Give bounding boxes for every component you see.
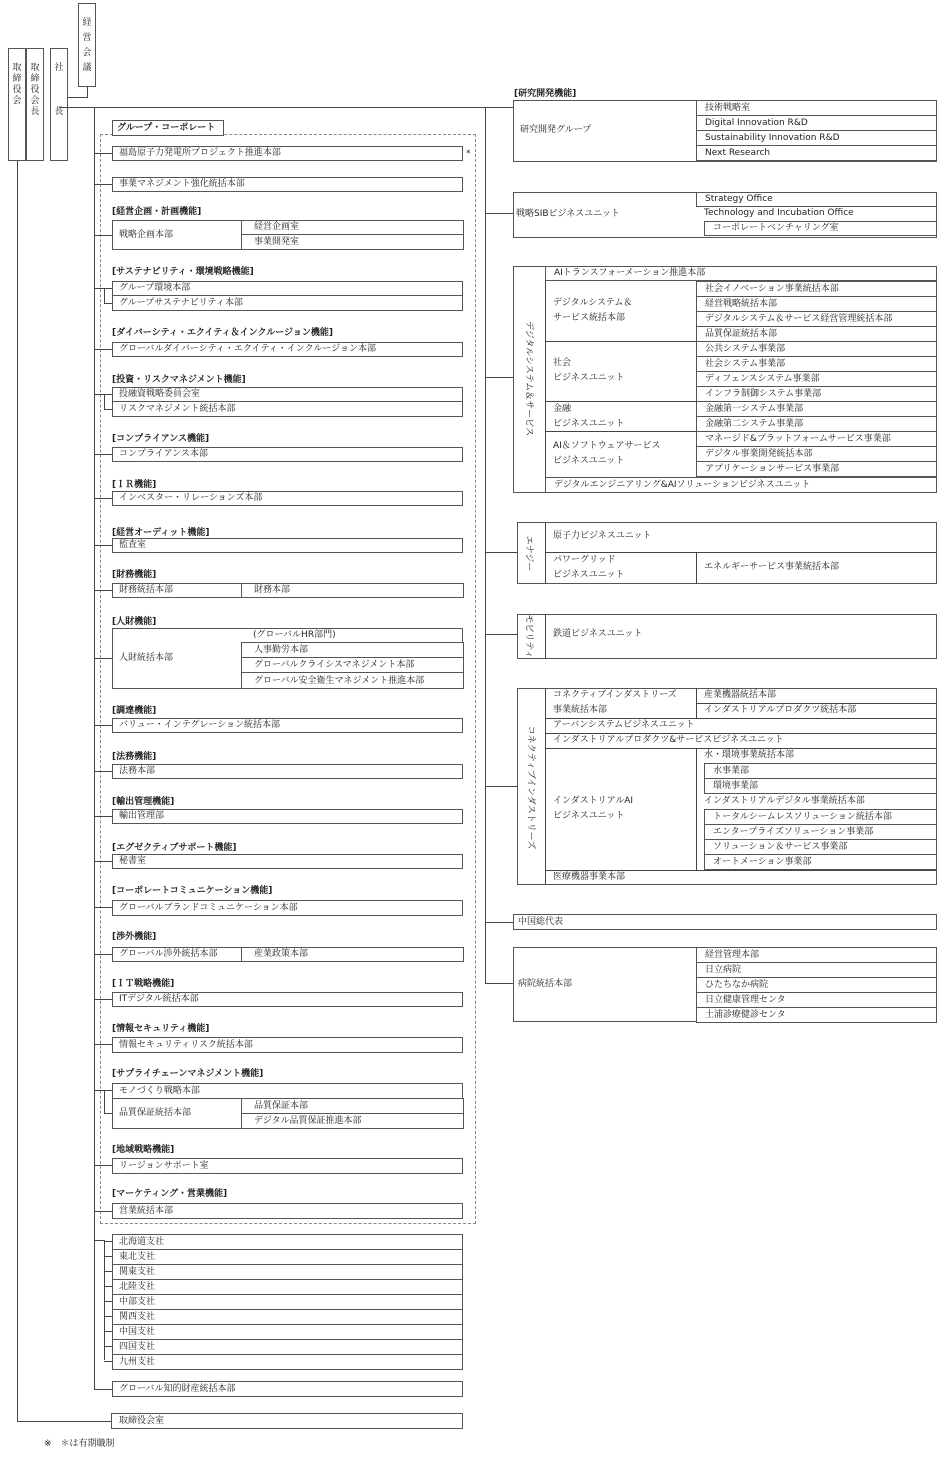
qa2-label: デジタル品質保証推進本部 (254, 1116, 362, 1126)
lawh-label: 法務本部 (119, 766, 156, 776)
c-h4 (94, 288, 112, 289)
fin2-cell (241, 583, 464, 598)
ait-label: AIトランスフォーメーション推進本部 (554, 268, 706, 278)
plan-box (112, 220, 463, 250)
branch-tick-8 (104, 1361, 112, 1362)
r-ds (485, 377, 514, 378)
sec-exec: [エグゼクティブサポート機能] (112, 843, 237, 853)
hr3-label: グローバルクライシスマネジメント本部 (254, 660, 415, 670)
soc-item-0-label: 公共システム事業部 (705, 344, 786, 354)
chair-label: 取締役会長 (30, 63, 40, 117)
branch-3-label: 北陸支社 (119, 1282, 156, 1292)
sib-item-0-label: Strategy Office (705, 194, 773, 204)
ai-item-0-cell (696, 431, 937, 447)
nuclear-label: 原子力ビジネスユニット (553, 531, 652, 541)
branch-8-cell (112, 1354, 463, 1370)
r-top (485, 107, 514, 108)
c-h19 (94, 1044, 112, 1045)
c-h8 (94, 498, 112, 499)
pg-item-label: エネルギーサービス事業統括本部 (704, 562, 840, 572)
hosp-item-0-cell (696, 947, 937, 963)
r-china (485, 922, 514, 923)
pg-divider (696, 552, 697, 584)
rd-item-0-label: 技術戦略室 (705, 103, 751, 113)
water1-cell (704, 763, 937, 779)
hosp-item-3-cell (696, 992, 937, 1008)
hosp-item-1-cell (696, 962, 937, 978)
branch-tick-3 (104, 1286, 112, 1287)
branch-1-cell (112, 1249, 463, 1265)
board-box (8, 48, 26, 161)
exp-label: 輸出管理部 (119, 811, 165, 821)
sib-name: 戦略SIBビジネスユニット (516, 209, 620, 219)
riskm-label: リスクマネジメント統括本部 (119, 404, 236, 414)
footnote: ※ ＊は有期職制 (44, 1439, 115, 1449)
c-h14 (94, 816, 112, 817)
c-h18 (94, 999, 112, 1000)
sec-proc: [調達機能] (112, 706, 157, 716)
ext-box (112, 947, 463, 962)
c-h6b (104, 409, 112, 410)
idig1-label: トータルシームレスソリューション統括本部 (713, 812, 892, 822)
dss-item-2-cell (696, 311, 937, 327)
fukushima-box (112, 146, 463, 161)
branch-8-label: 九州支社 (119, 1357, 156, 1367)
hosp-item-2-label: ひたちなか病院 (705, 980, 769, 990)
compl-label: コンプライアンス本部 (119, 449, 208, 459)
branch-3-cell (112, 1279, 463, 1295)
r-sib (485, 213, 514, 214)
dsfin-label-b: ビジネスユニット (553, 419, 625, 429)
compl-box (112, 447, 463, 462)
secretary-box (112, 854, 463, 869)
secretary-label: 秘書室 (119, 856, 147, 866)
sib-sub-label: コーポレートベンチャリング室 (713, 223, 839, 233)
rd-item-3-cell (696, 145, 937, 161)
strat1-label: 経営企画室 (254, 222, 300, 232)
dss-label-b: サービス統括本部 (553, 313, 626, 323)
sec-dei: [ダイバーシティ・エクイティ＆インクルージョン機能] (112, 328, 333, 338)
board-line (17, 161, 18, 1421)
branch-7-label: 四国支社 (119, 1342, 156, 1352)
hosp-item-2-cell (696, 977, 937, 993)
soc-item-2-label: ディフェンスシステム事業部 (705, 374, 820, 384)
branch-0-cell (112, 1234, 463, 1250)
fin2-label: 財務本部 (254, 585, 291, 595)
sec-hr: [人財機能] (112, 617, 157, 627)
strat2-cell (241, 234, 464, 250)
dss-item-1-cell (696, 296, 937, 312)
mono-box (112, 1083, 463, 1099)
dsfin-item-0-label: 金融第一システム事業部 (705, 404, 804, 414)
cih-item-0: 産業機器統括本部 (704, 690, 777, 700)
policy-cell (241, 947, 464, 962)
idig-label: インダストリアルデジタル事業統括本部 (704, 796, 865, 806)
hr4-cell (241, 672, 464, 689)
auditr-label: 監査室 (119, 540, 147, 550)
finh-label: 財務統括本部 (119, 585, 174, 595)
board-label: 取締役会 (12, 63, 22, 106)
ipsbu-label: インダストリアルプロダクツ&サービスビジネスユニット (553, 735, 784, 745)
value-box (112, 718, 463, 733)
branch-tick-5 (104, 1316, 112, 1317)
mgmt-h (68, 97, 88, 98)
investor-label: インベスター・リレーションズ本部 (119, 493, 263, 503)
c-h21 (94, 1165, 112, 1166)
qa1-cell (241, 1098, 464, 1114)
idig3-label: ソリューション＆サービス事業部 (713, 842, 848, 852)
sib-item-1-label: Technology and Incubation Office (704, 208, 854, 218)
c-h5 (94, 349, 112, 350)
qa-box (112, 1098, 463, 1129)
branch-6-cell (112, 1324, 463, 1340)
rd-item-1-label: Digital Innovation R&D (705, 118, 808, 128)
c-h1 (94, 153, 112, 154)
water2-label: 環境事業部 (713, 781, 759, 791)
dss-label-a: デジタルシステム＆ (553, 298, 633, 308)
hr-box (112, 628, 463, 689)
gdei-box (112, 342, 463, 357)
strat2-label: 事業開発室 (254, 237, 300, 247)
c-h20b (104, 1113, 112, 1114)
sec-mkt: [マーケティング・営業機能] (112, 1189, 228, 1199)
branch-tick-1 (104, 1256, 112, 1257)
mgmt-label: 経営会議 (82, 18, 92, 73)
branch-tick-6 (104, 1331, 112, 1332)
c-h7 (94, 454, 112, 455)
rd-item-2-cell (696, 130, 937, 146)
cih-label-b: 事業統括本部 (553, 705, 608, 715)
brand-label: グローバルブランドコミュニケーション本部 (119, 903, 298, 913)
ai-label-b: ビジネスユニット (553, 456, 625, 466)
hosp-name: 病院統括本部 (518, 979, 573, 989)
branch-5-label: 関西支社 (119, 1312, 156, 1322)
gsust-box (112, 295, 463, 311)
idig2-label: エンタープライズソリューション事業部 (713, 827, 874, 837)
board-h (17, 1421, 111, 1422)
sib-sub (704, 221, 937, 236)
iai-label-b: ビジネスユニット (553, 811, 625, 821)
c-h16 (94, 907, 112, 908)
ds-sector: デジタルシステム＆サービス (523, 320, 534, 437)
sec-ir: [ＩＲ機能] (112, 480, 157, 490)
dss-item-2-label: デジタルシステム＆サービス経営管理統括本部 (705, 314, 893, 324)
rd-group: 研究開発グループ (520, 125, 592, 135)
isec-label: 情報セキュリティリスク統括本部 (119, 1040, 253, 1050)
sec-export: [輸出管理機能] (112, 797, 175, 807)
r-hosp (485, 983, 514, 984)
riskm-box (112, 401, 463, 417)
hrh-label: 人財統括本部 (119, 653, 174, 663)
fin-box (112, 583, 463, 598)
branch-h (94, 1240, 104, 1241)
soc-item-3-cell (696, 386, 937, 402)
itdig-box (112, 992, 463, 1007)
ci-sector: コネクティブインダストリーズ (525, 725, 536, 850)
branch-tick-0 (104, 1241, 112, 1242)
soc-label-a: 社会 (553, 358, 572, 368)
sec-ext: [渉外機能] (112, 932, 157, 942)
r-ci (485, 786, 517, 787)
branch-6-label: 中国支社 (119, 1327, 156, 1337)
ip-label: グローバル知的財産統括本部 (119, 1384, 236, 1394)
c-h11 (94, 658, 112, 659)
branch-tick-7 (104, 1346, 112, 1347)
boardoffice-box (111, 1413, 463, 1429)
china-label: 中国総代表 (518, 917, 564, 927)
c-h12 (94, 725, 112, 726)
env-box (112, 281, 463, 296)
ai-item-1-label: デジタル事業開発統括本部 (705, 449, 813, 459)
branch-4-label: 中部支社 (119, 1297, 156, 1307)
ai-item-2-label: アプリケーションサービス事業部 (705, 464, 840, 474)
idig2-cell (704, 824, 937, 840)
mgmt-box (78, 3, 96, 87)
hr4-label: グローバル安全衛生マネジメント推進本部 (254, 676, 425, 686)
bizmgmt-label: 事業マネジメント強化統括本部 (119, 179, 245, 189)
gdei-label: グローバルダイバーシティ・エクイティ・インクルージョン本部 (119, 344, 376, 354)
sib-item-0 (696, 192, 937, 207)
c-h15 (94, 861, 112, 862)
value-label: バリュー・インテグレーション統括本部 (119, 720, 281, 730)
cih-label-a: コネクティブインダストリーズ (553, 690, 677, 700)
rd-item-2-label: Sustainability Innovation R&D (705, 133, 840, 143)
soc-item-1-cell (696, 356, 937, 372)
branch-v (104, 1240, 105, 1360)
sec-plan: [経営企画・計画機能] (112, 207, 202, 217)
qa2-cell (241, 1113, 464, 1129)
c-h3 (94, 235, 112, 236)
branch-1-label: 東北支社 (119, 1252, 156, 1262)
deai-label: デジタルエンジニアリング&AIソリューションビジネスユニット (554, 480, 811, 490)
rd-item-1-cell (696, 115, 937, 131)
hr2-cell (241, 642, 464, 658)
c-h23 (94, 1389, 112, 1390)
soc-item-2-cell (696, 371, 937, 387)
ai-item-0-label: マネージド&プラットフォームサービス事業部 (705, 434, 891, 444)
pg-label-b: ビジネスユニット (553, 570, 625, 580)
hosp-item-4-cell (696, 1007, 937, 1023)
regsup-label: リージョンサポート室 (119, 1161, 209, 1171)
mob-divider (545, 614, 546, 659)
iai-div (696, 748, 697, 870)
dsfin-item-1-cell (696, 416, 937, 432)
soc-label-b: ビジネスユニット (553, 373, 625, 383)
sec-sust: [サステナビリティ・環境戦略機能] (112, 267, 254, 277)
en-divider (545, 522, 546, 584)
policy-label: 産業政策本部 (254, 949, 309, 959)
c-v6 (104, 394, 105, 409)
c-h22 (94, 1211, 112, 1212)
sec-comp: [コンプライアンス機能] (112, 434, 210, 444)
qa-label: 品質保証統括本部 (119, 1108, 192, 1118)
soc-item-0-cell (696, 341, 937, 357)
itdig-label: ITデジタル統括本部 (119, 994, 199, 1004)
china-box (513, 914, 937, 930)
hr1-label: (グローバルHR部門) (253, 630, 336, 640)
investor-box (112, 491, 463, 506)
idig4-cell (704, 854, 937, 870)
branch-5-cell (112, 1309, 463, 1325)
hr2-label: 人事勤労本部 (254, 645, 309, 655)
dss-item-3-cell (696, 326, 937, 342)
isec-box (112, 1037, 463, 1053)
dss-item-0-cell (696, 281, 937, 297)
ds-divider (545, 266, 546, 493)
mgmt-line (87, 87, 88, 97)
fukushima-label: 福島原子力発電所プロジェクト推進本部 (119, 148, 281, 158)
dss-item-1-label: 経営戦略統括本部 (705, 299, 778, 309)
c-v20 (104, 1090, 105, 1113)
gext-label: グローバル渉外統括本部 (119, 949, 218, 959)
c-h2 (94, 184, 112, 185)
branch-2-label: 関東支社 (119, 1267, 156, 1277)
hosp-item-1-label: 日立病院 (705, 965, 742, 975)
sec-risk: [投資・リスクマネジメント機能] (112, 375, 246, 385)
sales-label: 営業統括本部 (119, 1206, 174, 1216)
mono-label: モノづくり戦略本部 (119, 1086, 200, 1096)
urban-label: アーバンシステムビジネスユニット (553, 720, 695, 730)
rail-label: 鉄道ビジネスユニット (553, 629, 643, 639)
ai-item-2-cell (696, 461, 937, 477)
regsup-box (112, 1158, 463, 1174)
r-mob (485, 634, 517, 635)
idig1-cell (704, 809, 937, 825)
branch-tick-4 (104, 1301, 112, 1302)
sec-comm: [コーポレートコミュニケーション機能] (112, 886, 273, 896)
sec-legal: [法務機能] (112, 752, 157, 762)
pg-label-a: パワーグリッド (553, 555, 616, 565)
dsfin-label-a: 金融 (553, 404, 572, 414)
branch-4-cell (112, 1294, 463, 1310)
dsfin-item-1-label: 金融第二システム事業部 (705, 419, 804, 429)
cih-item-1: インダストリアルプロダクツ統括本部 (704, 705, 857, 715)
sec-audit: [経営オーディット機能] (112, 528, 210, 538)
idig3-cell (704, 839, 937, 855)
hosp-item-4-label: 土浦診療健診センタ (705, 1010, 786, 1020)
bizmgmt-box (112, 177, 463, 192)
med-label: 医療機器事業本部 (553, 872, 626, 882)
strat1-cell (241, 220, 464, 235)
exp-box (112, 809, 463, 824)
sales-box (112, 1203, 463, 1219)
branch-0-label: 北海道支社 (119, 1237, 165, 1247)
rd-item-0-cell (696, 100, 937, 116)
c-h17 (94, 954, 112, 955)
water2-cell (704, 778, 937, 794)
sec-it: [ＩＴ戦略機能] (112, 979, 175, 989)
sec-sec: [情報セキュリティ機能] (112, 1024, 210, 1034)
water1-label: 水事業部 (713, 766, 750, 776)
mob-sector: モビリティ (523, 614, 534, 659)
c-v4 (104, 288, 105, 303)
branch-2-cell (112, 1264, 463, 1280)
chair-box (26, 48, 44, 161)
c-h20 (94, 1090, 112, 1091)
right-spine (485, 107, 486, 983)
lawh-box (112, 764, 463, 779)
hosp-item-0-label: 経営管理本部 (705, 950, 760, 960)
boardoffice-label: 取締役会室 (119, 1416, 165, 1426)
pres-down (94, 107, 95, 1390)
president-box (50, 48, 68, 161)
exec-line (59, 107, 514, 108)
soc-item-1-label: 社会システム事業部 (705, 359, 786, 369)
corporate-title-text: グループ・コーポレート (117, 123, 216, 133)
rd-label: [研究開発機能] (514, 89, 577, 99)
branch-7-cell (112, 1339, 463, 1355)
c-h9 (94, 545, 112, 546)
c-h13 (94, 771, 112, 772)
president-label-2: 長 (54, 107, 64, 117)
ai-item-1-cell (696, 446, 937, 462)
hosp-item-3-label: 日立健康管理センタ (705, 995, 786, 1005)
r-en (485, 552, 517, 553)
water-label: 水・環境事業統括本部 (704, 750, 795, 760)
dss-item-0-label: 社会イノベーション事業統括本部 (705, 284, 839, 294)
fukushima-star: * (466, 149, 471, 159)
gsust-label: グループサステナビリティ本部 (119, 298, 243, 308)
c-h4b (104, 303, 112, 304)
energy-sector: エナジー (523, 535, 534, 572)
iai-label-a: インダストリアルAI (553, 796, 634, 806)
sec-scm: [サプライチェーンマネジメント機能] (112, 1069, 264, 1079)
dss-item-3-label: 品質保証統括本部 (705, 329, 778, 339)
en-sep (545, 552, 937, 553)
sec-region: [地域戦略機能] (112, 1145, 175, 1155)
idig4-label: オートメーション事業部 (713, 857, 812, 867)
ip-box (112, 1381, 463, 1397)
auditr-box (112, 538, 463, 553)
soc-item-3-label: インフラ制御システム事業部 (705, 389, 822, 399)
president-label-1: 社 (54, 63, 64, 73)
env-label: グループ環境本部 (119, 283, 191, 293)
qa1-label: 品質保証本部 (254, 1101, 309, 1111)
c-h10 (94, 590, 112, 591)
brand-box (112, 900, 463, 916)
rd-item-3-label: Next Research (705, 148, 771, 158)
c-h6 (94, 394, 112, 395)
sec-fin: [財務機能] (112, 570, 157, 580)
ai-label-a: AI＆ソフトウェアサービス (553, 441, 661, 451)
ait-cell (545, 266, 937, 281)
deai-cell (545, 477, 937, 493)
invest-label: 投融資戦略委員会室 (119, 389, 201, 399)
invest-box (112, 387, 463, 402)
corporate-title (112, 120, 224, 136)
branch-tick-2 (104, 1271, 112, 1272)
strat-label: 戦略企画本部 (119, 230, 174, 240)
dsfin-item-0-cell (696, 401, 937, 417)
hr3-cell (241, 657, 464, 673)
